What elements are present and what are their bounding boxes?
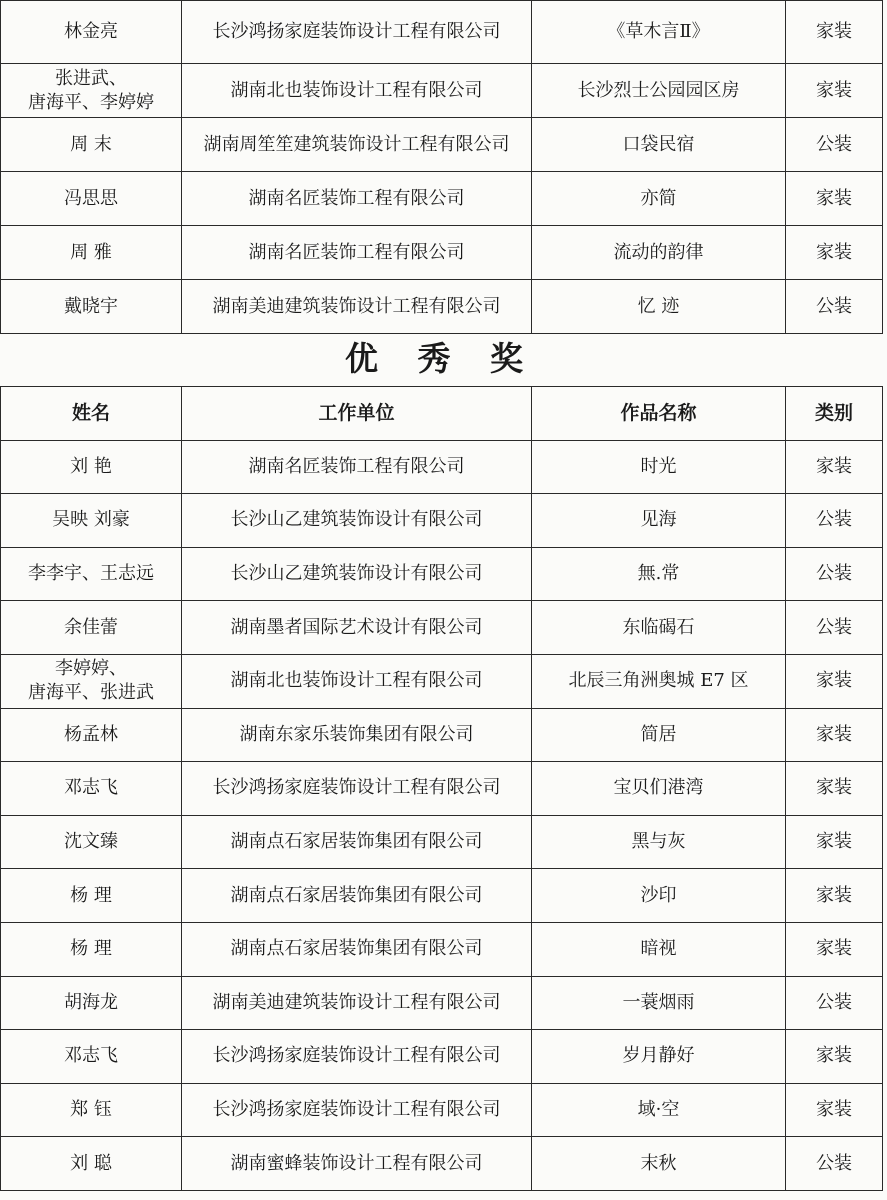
- cell-name: 刘 聪: [1, 1137, 182, 1191]
- cell-unit: 长沙鸿扬家庭装饰设计工程有限公司: [182, 1, 532, 64]
- cell-name: 郑 钰: [1, 1083, 182, 1137]
- cell-category: 公装: [786, 547, 883, 601]
- section-title: 优 秀 奖: [345, 339, 537, 378]
- cell-work: 域·空: [532, 1083, 786, 1137]
- cell-name: 刘 艳: [1, 440, 182, 494]
- cell-name: 林金亮: [1, 1, 182, 64]
- cell-unit: 湖南美迪建筑装饰设计工程有限公司: [182, 280, 532, 334]
- table-header-row: [1, 387, 883, 441]
- cell-work: 無.常: [532, 547, 786, 601]
- cell-name: 邓志飞: [1, 762, 182, 816]
- table-row: [1, 869, 883, 923]
- cell-work: 口袋民宿: [532, 118, 786, 172]
- cell-name: 杨孟林: [1, 708, 182, 762]
- cell-unit: 湖南美迪建筑装饰设计工程有限公司: [182, 976, 532, 1030]
- cell-work: 东临碣石: [532, 601, 786, 655]
- excellence-award-table: [0, 386, 883, 1191]
- cell-work: 亦简: [532, 172, 786, 226]
- cell-category: 家装: [786, 762, 883, 816]
- cell-category: 公装: [786, 280, 883, 334]
- table-row: [1, 708, 883, 762]
- cell-unit: 湖南周笙笙建筑装饰设计工程有限公司: [182, 118, 532, 172]
- table-row: [1, 654, 883, 708]
- cell-category: 家装: [786, 654, 883, 708]
- cell-name: 余佳蕾: [1, 601, 182, 655]
- cell-work: 一蓑烟雨: [532, 976, 786, 1030]
- header-name: 姓名: [1, 387, 182, 441]
- header-work: 作品名称: [532, 387, 786, 441]
- header-category: 类别: [786, 387, 883, 441]
- cell-work: 沙印: [532, 869, 786, 923]
- cell-work: 《草木言Ⅱ》: [532, 1, 786, 64]
- table-row: [1, 226, 883, 280]
- cell-work: 暗视: [532, 922, 786, 976]
- cell-work: 宝贝们港湾: [532, 762, 786, 816]
- cell-category: 家装: [786, 226, 883, 280]
- cell-work: 流动的韵律: [532, 226, 786, 280]
- cell-category: 家装: [786, 1030, 883, 1084]
- table-row: [1, 1, 883, 64]
- cell-category: 家装: [786, 922, 883, 976]
- cell-unit: 湖南点石家居装饰集团有限公司: [182, 815, 532, 869]
- cell-unit: 长沙山乙建筑装饰设计有限公司: [182, 494, 532, 548]
- cell-name: 沈文臻: [1, 815, 182, 869]
- cell-category: 公装: [786, 1137, 883, 1191]
- cell-category: 家装: [786, 440, 883, 494]
- cell-unit: 长沙鸿扬家庭装饰设计工程有限公司: [182, 762, 532, 816]
- cell-category: 家装: [786, 815, 883, 869]
- table-row: [1, 762, 883, 816]
- cell-work: 见海: [532, 494, 786, 548]
- cell-unit: 湖南墨者国际艺术设计有限公司: [182, 601, 532, 655]
- cell-name: 张进武、 唐海平、李婷婷: [1, 64, 182, 118]
- cell-name: 杨 理: [1, 869, 182, 923]
- cell-unit: 湖南点石家居装饰集团有限公司: [182, 922, 532, 976]
- cell-name: 李李宇、王志远: [1, 547, 182, 601]
- cell-name: 周 雅: [1, 226, 182, 280]
- cell-unit: 长沙山乙建筑装饰设计有限公司: [182, 547, 532, 601]
- cell-name: 李婷婷、 唐海平、张进武: [1, 654, 182, 708]
- cell-name: 胡海龙: [1, 976, 182, 1030]
- table-row: [1, 172, 883, 226]
- cell-category: 家装: [786, 869, 883, 923]
- cell-category: 公装: [786, 976, 883, 1030]
- cell-work: 北辰三角洲奥城 E7 区: [532, 654, 786, 708]
- cell-unit: 湖南名匠装饰工程有限公司: [182, 440, 532, 494]
- cell-category: 家装: [786, 64, 883, 118]
- table-row: [1, 922, 883, 976]
- cell-work: 长沙烈士公园园区房: [532, 64, 786, 118]
- table-row: [1, 815, 883, 869]
- top-award-table: [0, 0, 883, 334]
- table-row: [1, 440, 883, 494]
- table-row: [1, 280, 883, 334]
- cell-unit: 湖南北也装饰设计工程有限公司: [182, 64, 532, 118]
- cell-work: 忆 迹: [532, 280, 786, 334]
- cell-name: 吴映 刘豪: [1, 494, 182, 548]
- table-row: [1, 494, 883, 548]
- cell-unit: 湖南东家乐装饰集团有限公司: [182, 708, 532, 762]
- cell-unit: 湖南点石家居装饰集团有限公司: [182, 869, 532, 923]
- cell-unit: 湖南蜜蜂装饰设计工程有限公司: [182, 1137, 532, 1191]
- cell-unit: 湖南名匠装饰工程有限公司: [182, 226, 532, 280]
- cell-category: 家装: [786, 1083, 883, 1137]
- cell-category: 家装: [786, 1, 883, 64]
- cell-category: 公装: [786, 118, 883, 172]
- cell-category: 公装: [786, 494, 883, 548]
- cell-name: 戴晓宇: [1, 280, 182, 334]
- cell-unit: 湖南名匠装饰工程有限公司: [182, 172, 532, 226]
- header-unit: 工作单位: [182, 387, 532, 441]
- cell-unit: 湖南北也装饰设计工程有限公司: [182, 654, 532, 708]
- table-row: [1, 976, 883, 1030]
- cell-unit: 长沙鸿扬家庭装饰设计工程有限公司: [182, 1083, 532, 1137]
- table-row: [1, 1083, 883, 1137]
- table-row: [1, 64, 883, 118]
- cell-work: 岁月静好: [532, 1030, 786, 1084]
- table-row: [1, 1137, 883, 1191]
- cell-unit: 长沙鸿扬家庭装饰设计工程有限公司: [182, 1030, 532, 1084]
- cell-name: 周 末: [1, 118, 182, 172]
- cell-work: 简居: [532, 708, 786, 762]
- cell-category: 家装: [786, 172, 883, 226]
- table-row: [1, 118, 883, 172]
- cell-work: 黑与灰: [532, 815, 786, 869]
- cell-name: 杨 理: [1, 922, 182, 976]
- cell-name: 邓志飞: [1, 1030, 182, 1084]
- table-row: [1, 547, 883, 601]
- cell-work: 时光: [532, 440, 786, 494]
- table-row: [1, 601, 883, 655]
- cell-name: 冯思思: [1, 172, 182, 226]
- cell-work: 末秋: [532, 1137, 786, 1191]
- cell-category: 家装: [786, 708, 883, 762]
- table-row: [1, 1030, 883, 1084]
- cell-category: 公装: [786, 601, 883, 655]
